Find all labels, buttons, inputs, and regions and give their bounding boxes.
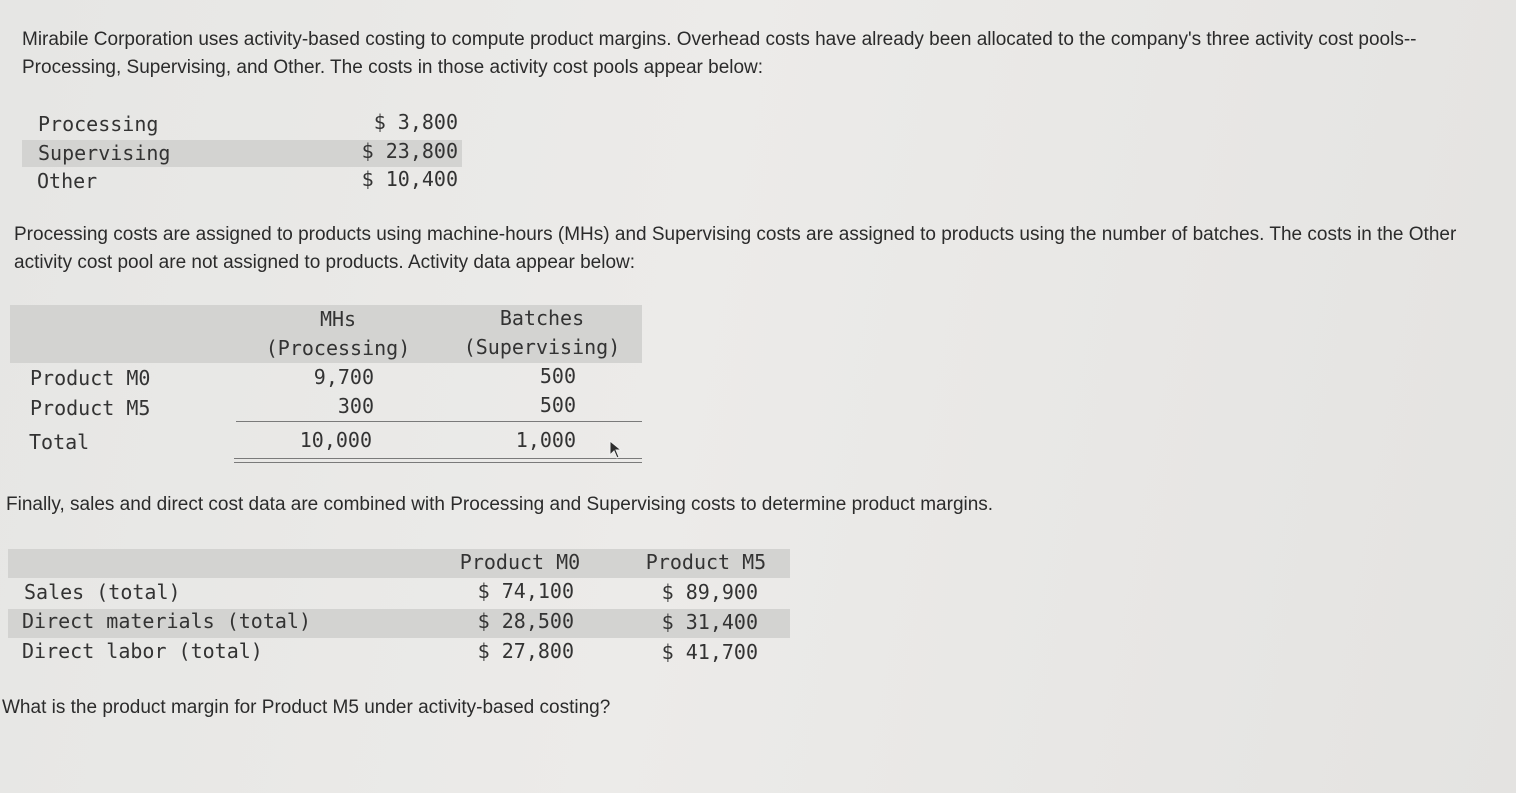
intro-text: Mirabile Corporation uses activity-based costing to compute product margins. Overhead costs have already been allocated to the company's three activity cost pools--Processing, Supervising, and Other. The costs in those activity cost pools appear below: <box>22 29 1417 78</box>
sales-m5-value: $ 89,900 <box>661 580 758 604</box>
mhs-header-sub: (Processing) <box>265 336 411 360</box>
mhs-header: MHs <box>319 307 357 331</box>
cost-pool-amount: $ 23,800 <box>361 139 458 163</box>
cost-pool-label: Other <box>37 169 98 193</box>
sales-header-m5: Product M5 <box>645 550 767 574</box>
total-double-rule <box>234 458 642 459</box>
activity-batches-value: 500 <box>539 364 576 388</box>
cost-pool-amount: $ 3,800 <box>373 110 458 134</box>
sales-m5-value: $ 31,400 <box>661 610 758 634</box>
sales-header-m0: Product M0 <box>459 550 581 574</box>
cost-pool-label: Processing <box>38 112 159 136</box>
cost-pool-amount: $ 10,400 <box>361 167 458 191</box>
batches-header: Batches <box>499 306 585 330</box>
activity-intro-text: Processing costs are assigned to products using machine-hours (MHs) and Supervising costs are assigned to products using the number of batches. The costs in the Other activity cost pool are not assigned to products. Activity data appear below: <box>14 224 1457 273</box>
sales-row-label: Direct labor (total) <box>22 639 263 663</box>
sales-intro-text: Finally, sales and direct cost data are combined with Processing and Supervising costs to determine product margins. <box>6 494 994 515</box>
batches-header-sub: (Supervising) <box>463 335 621 359</box>
mouse-cursor-icon <box>608 440 626 460</box>
activity-batches-value: 500 <box>539 393 576 417</box>
activity-row-label: Product M5 <box>30 396 151 420</box>
activity-total-label: Total <box>29 430 90 454</box>
sales-m0-value: $ 74,100 <box>477 579 574 603</box>
activity-mhs-value: 9,700 <box>313 365 374 389</box>
sales-m5-value: $ 41,700 <box>661 640 758 664</box>
sales-m0-value: $ 28,500 <box>477 609 574 633</box>
sales-row-label: Direct materials (total) <box>22 609 311 633</box>
activity-total-batches: 1,000 <box>515 428 576 452</box>
question-text: What is the product margin for Product M5 under activity-based costing? <box>2 697 611 718</box>
cost-pool-label: Supervising <box>38 141 171 165</box>
subtotal-rule <box>236 421 642 422</box>
total-double-rule <box>234 462 642 463</box>
activity-total-mhs: 10,000 <box>299 428 372 452</box>
activity-mhs-value: 300 <box>337 394 374 418</box>
activity-row-label: Product M0 <box>30 366 151 390</box>
sales-m0-value: $ 27,800 <box>477 639 574 663</box>
sales-row-label: Sales (total) <box>24 580 181 604</box>
